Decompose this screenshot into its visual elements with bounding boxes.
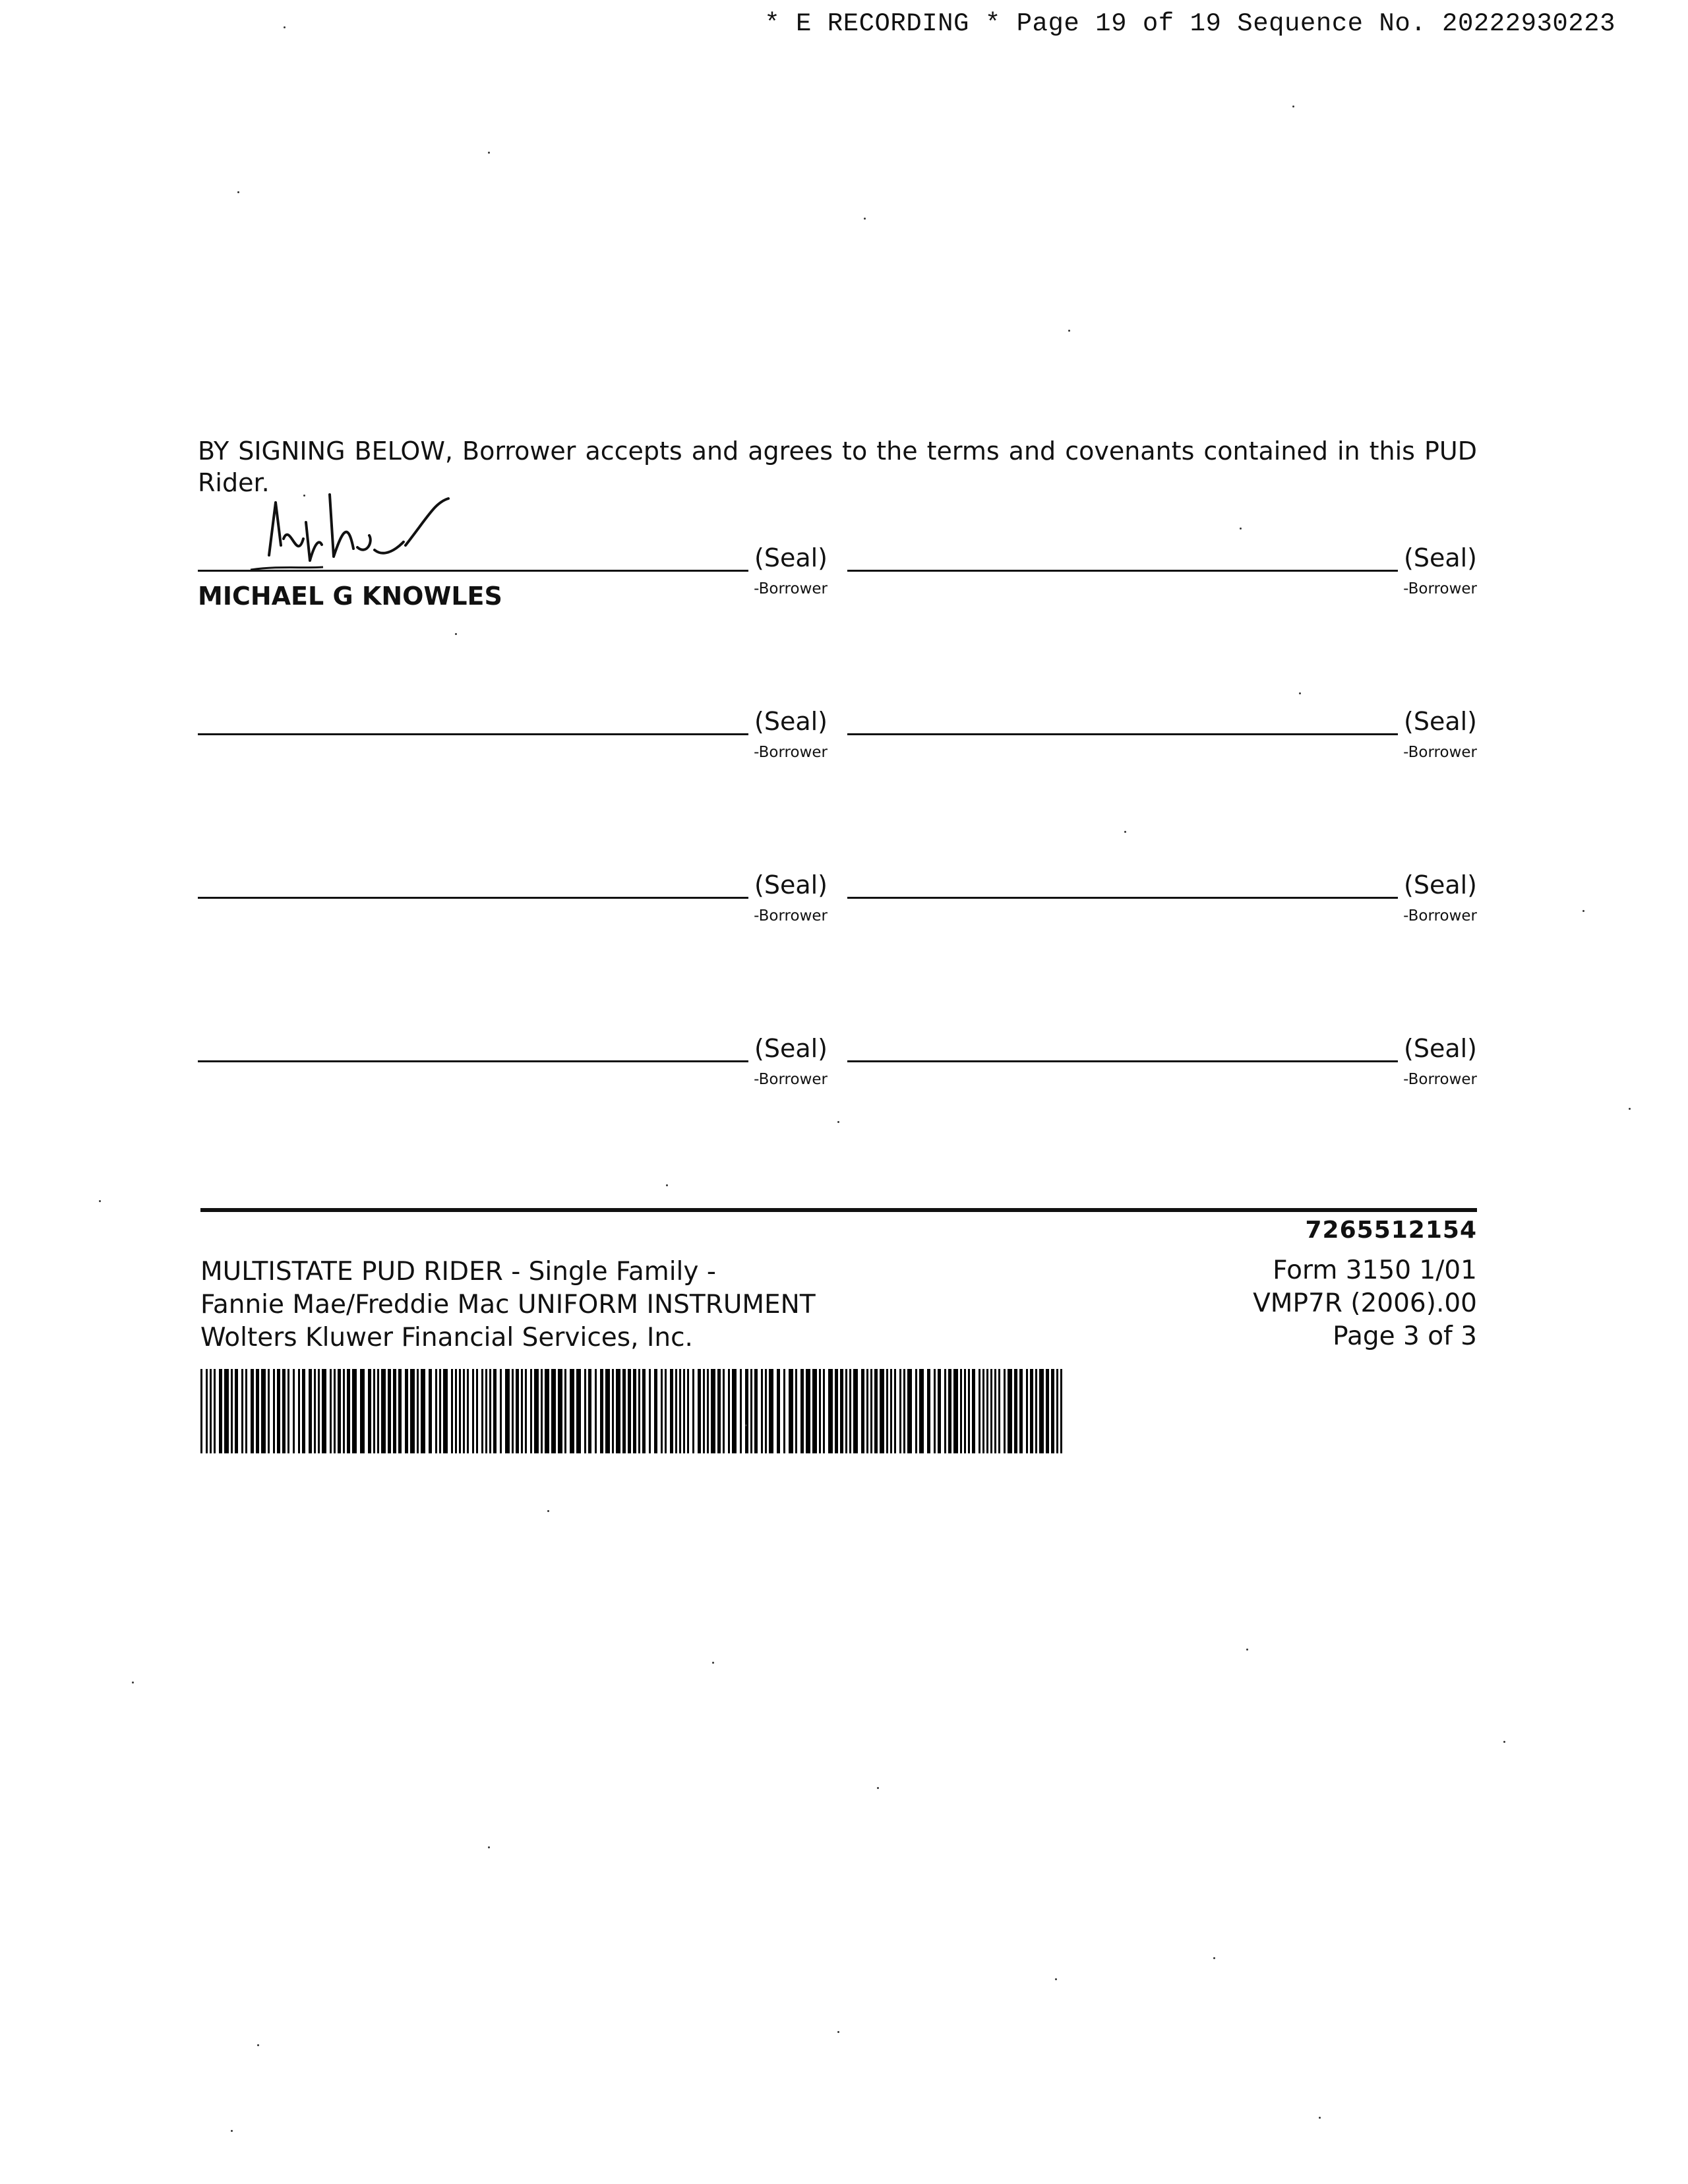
signature-block-borrower-4 (847, 707, 1477, 765)
page-number: Page 3 of 3 (1333, 1321, 1477, 1351)
borrower-role-label: -Borrower (1403, 1071, 1477, 1088)
scan-speck (712, 1662, 714, 1664)
scan-speck (237, 191, 239, 193)
signature-block-borrower-7 (198, 1034, 828, 1092)
form-title-line-2: Fannie Mae/Freddie Mac UNIFORM INSTRUMENT (200, 1290, 816, 1320)
scan-speck (231, 2130, 233, 2132)
seal-label: (Seal) (1404, 870, 1477, 899)
signature-line (847, 897, 1398, 899)
signature-block-borrower-8 (847, 1034, 1477, 1092)
signature-line (847, 1060, 1398, 1062)
seal-label: (Seal) (1404, 1034, 1477, 1063)
signature-line (198, 570, 748, 572)
borrower-role-label: -Borrower (754, 907, 828, 925)
scan-speck (1292, 106, 1294, 107)
borrower-role-label: -Borrower (754, 1071, 828, 1088)
scan-speck (666, 1184, 668, 1186)
borrower-role-label: -Borrower (754, 744, 828, 761)
form-number: Form 3150 1/01 (1273, 1256, 1477, 1285)
seal-label: (Seal) (754, 543, 828, 572)
form-title-line-1: MULTISTATE PUD RIDER - Single Family - (200, 1257, 716, 1287)
footer-divider (200, 1208, 1477, 1212)
scan-speck (864, 218, 866, 220)
scan-speck (1503, 1741, 1505, 1743)
seal-label: (Seal) (1404, 543, 1477, 572)
signature-line (847, 570, 1398, 572)
scan-speck (488, 1846, 490, 1848)
signature-block-borrower-2 (847, 543, 1477, 601)
signature-block-borrower-5 (198, 870, 828, 928)
signature-block-borrower-6 (847, 870, 1477, 928)
scan-speck (1299, 692, 1301, 694)
scan-speck (1068, 330, 1070, 332)
signature-block-borrower-1 (198, 543, 828, 611)
seal-label: (Seal) (754, 707, 828, 736)
signature-line (847, 733, 1398, 735)
scan-speck (1582, 910, 1584, 912)
signature-line (198, 1060, 748, 1062)
signature-block-borrower-3 (198, 707, 828, 765)
borrower-role-label: -Borrower (1403, 580, 1477, 597)
signing-statement: BY SIGNING BELOW, Borrower accepts and agrees to the terms and covenants contained in this PUD Rider. (198, 437, 1477, 497)
signature-row-3 (198, 870, 1477, 928)
signature-line (198, 897, 748, 899)
signature-row-1 (198, 543, 1477, 611)
borrower-role-label: -Borrower (1403, 744, 1477, 761)
seal-label: (Seal) (754, 1034, 828, 1063)
borrower-role-label: -Borrower (1403, 907, 1477, 925)
scan-speck (877, 1787, 879, 1789)
form-title-line-3: Wolters Kluwer Financial Services, Inc. (200, 1323, 693, 1352)
scan-speck (257, 2044, 259, 2046)
scan-speck (99, 1200, 101, 1202)
seal-label: (Seal) (1404, 707, 1477, 736)
scan-speck (547, 1510, 549, 1512)
form-title-block (200, 1256, 816, 1354)
seal-label: (Seal) (754, 870, 828, 899)
scan-speck (745, 1424, 747, 1426)
signature-line (198, 733, 748, 735)
scan-speck (1629, 1108, 1631, 1110)
form-version: VMP7R (2006).00 (1253, 1289, 1477, 1318)
scan-speck (837, 1121, 839, 1123)
scan-speck (1246, 1649, 1248, 1651)
signature-row-4 (198, 1034, 1477, 1092)
borrower-role-label: -Borrower (754, 580, 828, 597)
signature-row-2 (198, 707, 1477, 765)
scan-speck (488, 152, 490, 154)
scan-speck (1124, 831, 1126, 833)
scan-speck (1240, 528, 1242, 530)
scan-speck (1055, 1978, 1057, 1980)
scan-speck (284, 26, 286, 28)
borrower-name: MICHAEL G KNOWLES (198, 582, 502, 611)
scan-speck (1319, 2117, 1321, 2119)
scan-speck (455, 633, 457, 635)
scan-speck (837, 2031, 839, 2033)
handwritten-signature (237, 476, 455, 575)
loan-number: 7265512154 (1305, 1217, 1477, 1244)
recording-header: * E RECORDING * Page 19 of 19 Sequence No. 20222930223 (764, 9, 1615, 38)
barcode (200, 1369, 1064, 1453)
scan-speck (132, 1682, 134, 1684)
form-codes-block (1253, 1254, 1477, 1353)
scan-speck (1213, 1957, 1215, 1959)
scan-speck (303, 495, 305, 497)
